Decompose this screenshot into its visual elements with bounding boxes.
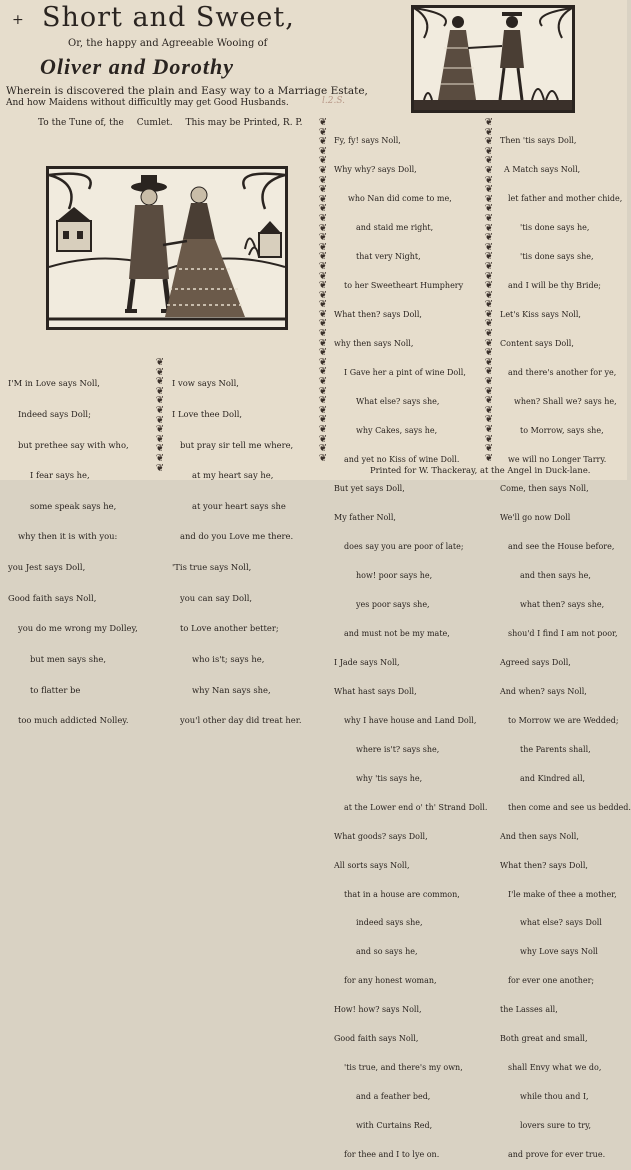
verse-line: and prove for ever true. — [508, 1150, 606, 1160]
verse-line: I Love thee Doll, — [172, 409, 243, 420]
woodcut-couple-top — [411, 5, 575, 113]
verse-line: for ever one another; — [508, 976, 595, 986]
verse-line: too much addicted Nolley. — [18, 715, 129, 726]
verse-line: What else? says she, — [356, 397, 440, 407]
verse-line: and so says he, — [356, 947, 418, 957]
verse-line: Come, then says Noll, — [500, 483, 589, 493]
verse-line: that very Night, — [356, 252, 421, 262]
verse-line: My father Noll, — [334, 512, 396, 522]
verse-column-4 — [500, 117, 631, 1170]
verse-line: you can say Doll, — [180, 592, 253, 603]
verse-line: the Parents shall, — [520, 744, 591, 754]
verse-line: and staid me right, — [356, 223, 434, 233]
verse-line: We'll go now Doll — [500, 512, 571, 522]
verse-line: Good faith says Noll, — [334, 1034, 419, 1044]
verse-line: Content says Doll, — [500, 339, 574, 349]
ornament-border-mid-right: ❦ ❦ ❦ ❦ ❦ ❦ ❦ ❦ ❦ ❦ ❦ ❦ ❦ ❦ ❦ ❦ ❦ ❦ ❦ ❦ ❦ ❦ ❦ ❦ ❦ ❦ ❦ ❦ ❦ ❦ ❦ ❦ ❦ ❦ ❦ ❦ — [484, 117, 494, 464]
verse-line: that in a house are common, — [344, 889, 460, 899]
verse-line: indeed says she, — [356, 918, 423, 928]
verse-line: What then? says Doll, — [500, 860, 588, 870]
verse-line: who Nan did come to me, — [348, 194, 452, 204]
verse-line: I vow says Noll, — [172, 378, 239, 389]
verse-line: and must not be my mate, — [344, 628, 450, 638]
ballad-subtitle: Or, the happy and Agreeable Wooing of — [68, 38, 268, 49]
verse-line: to Love another better; — [180, 623, 279, 634]
verse-line: you'l other day did treat her. — [180, 715, 302, 726]
verse-line: to flatter be — [30, 684, 81, 695]
tune-name: Cumlet. — [136, 118, 173, 128]
verse-line: 'tis true, and there's my own, — [344, 1063, 463, 1073]
verse-column-1 — [8, 358, 138, 736]
verse-line: A Match says Noll, — [504, 165, 581, 175]
verse-line: I'M in Love says Noll, — [8, 378, 100, 389]
verse-line: I Jade says Noll, — [334, 657, 400, 667]
verse-line: why I have house and Land Doll, — [344, 715, 477, 725]
verse-line: how! poor says he, — [356, 570, 433, 580]
verse-line: Then 'tis says Doll, — [500, 136, 577, 146]
verse-line: but men says she, — [30, 653, 107, 664]
verse-line: Fy, fy! says Noll, — [334, 136, 401, 146]
verse-line: and see the House before, — [508, 541, 615, 551]
verse-line: where is't? says she, — [356, 744, 440, 754]
verse-line: at your heart says she — [192, 500, 286, 511]
verse-column-3 — [334, 117, 487, 1170]
verse-line: what else? says Doll — [520, 918, 602, 928]
verse-line: I Gave her a pint of wine Doll, — [344, 368, 466, 378]
verse-line: Good faith says Noll, — [8, 592, 97, 603]
verse-line: when? Shall we? says he, — [514, 397, 617, 407]
verse-line: at my heart say he, — [192, 470, 274, 481]
ballad-title: Short and Sweet, — [42, 2, 295, 33]
verse-line: How! how? says Noll, — [334, 1005, 422, 1015]
verse-line: to Morrow we are Wedded; — [508, 715, 619, 725]
verse-line: at the Lower end o' th' Strand Doll. — [344, 802, 488, 812]
printer-imprint: Printed for W. Thackeray, at the Angel in Duck-lane. — [370, 465, 591, 475]
verse-line: what then? says she, — [520, 599, 605, 609]
verse-line: does say you are poor of late; — [344, 541, 464, 551]
description-line-2: And how Maidens without difficultly may get Good Husbands. — [6, 98, 289, 108]
verse-line: Let's Kiss says Noll, — [500, 310, 581, 320]
description-line-1: Wherein is discovered the plain and Easy way to a Marriage Estate, — [6, 85, 368, 97]
verse-line: 'tis done says she, — [520, 252, 594, 262]
verse-line: I'le make of thee a mother, — [508, 889, 617, 899]
verse-line: then come and see us bedded. — [508, 802, 631, 812]
verse-line: What then? says Doll, — [334, 310, 422, 320]
verse-line: 'Tis true says Noll, — [172, 562, 252, 573]
verse-line: Agreed says Doll, — [500, 657, 571, 667]
verse-line: but pray sir tell me where, — [180, 439, 294, 450]
verse-line: shou'd I find I am not poor, — [508, 628, 618, 638]
verse-line: some speak says he, — [30, 500, 117, 511]
verse-line: why Nan says she, — [192, 684, 271, 695]
verse-line: for any honest woman, — [344, 976, 437, 986]
verse-line: and do you Love me there. — [180, 531, 294, 542]
ornament-border-left: ❦ ❦ ❦ ❦ ❦ ❦ ❦ ❦ ❦ ❦ ❦ ❦ — [155, 357, 165, 474]
verse-line: who is't; says he, — [192, 653, 265, 664]
verse-line: we will no Longer Tarry. — [508, 454, 607, 464]
verse-line: But yet says Doll, — [334, 483, 405, 493]
tune-label: To the Tune of, the — [38, 118, 124, 128]
verse-line: and a feather bed, — [356, 1092, 431, 1102]
verse-line: the Lasses all, — [500, 1005, 558, 1015]
verse-line: shall Envy what we do, — [508, 1063, 602, 1073]
verse-line: Why why? says Doll, — [334, 165, 417, 175]
verse-line: I fear says he, — [30, 470, 90, 481]
verse-line: What hast says Doll, — [334, 686, 417, 696]
verse-line: to her Sweetheart Humphery — [344, 281, 464, 291]
woodcut-couple-main — [46, 166, 288, 330]
licence-note: This may be Printed, R. P. — [185, 118, 303, 128]
verse-line: with Curtains Red, — [356, 1121, 433, 1131]
verse-line: and I will be thy Bride; — [508, 281, 601, 291]
verse-line: What goods? says Doll, — [334, 831, 428, 841]
verse-line: Indeed says Doll; — [18, 409, 91, 420]
verse-line: and Kindred all, — [520, 773, 586, 783]
verse-line: yes poor says she, — [356, 599, 430, 609]
verse-line: you do me wrong my Dolley, — [18, 623, 138, 634]
verse-line: All sorts says Noll, — [334, 860, 410, 870]
verse-line: while thou and I, — [520, 1092, 589, 1102]
ballad-names: Oliver and Dorothy — [40, 54, 234, 79]
ornament-border-mid-left: ❦ ❦ ❦ ❦ ❦ ❦ ❦ ❦ ❦ ❦ ❦ ❦ ❦ ❦ ❦ ❦ ❦ ❦ ❦ ❦ ❦ ❦ ❦ ❦ ❦ ❦ ❦ ❦ ❦ ❦ ❦ ❦ ❦ ❦ ❦ ❦ — [318, 117, 328, 464]
verse-line: Both great and small, — [500, 1034, 588, 1044]
verse-line: let father and mother chide, — [508, 194, 623, 204]
verse-line: 'tis done says he, — [520, 223, 590, 233]
verse-line: why Cakes, says he, — [356, 426, 438, 435]
verse-line: lovers sure to try, — [520, 1121, 592, 1131]
verse-line: and yet no Kiss of wine Doll. — [344, 454, 460, 464]
verse-line: why 'tis says he, — [356, 773, 423, 783]
verse-line: why then says Noll, — [334, 339, 414, 349]
verse-line: but prethee say with who, — [18, 439, 129, 450]
verse-line: for thee and I to lye on. — [344, 1150, 440, 1160]
verse-line: and there's another for ye, — [508, 368, 617, 378]
verse-line: you Jest says Doll, — [8, 562, 86, 573]
verse-column-2 — [172, 358, 302, 736]
cross-mark: + — [12, 12, 24, 28]
verse-line: why then it is with you: — [18, 531, 118, 542]
verse-line: to Morrow, says she, — [520, 426, 604, 435]
verse-line: why Love says Noll — [520, 947, 598, 957]
verse-line: And then says Noll, — [500, 831, 579, 841]
margin-annotation: l.2.S. — [322, 96, 346, 106]
verse-line: and then says he, — [520, 570, 591, 580]
verse-line: And when? says Noll, — [500, 686, 587, 696]
